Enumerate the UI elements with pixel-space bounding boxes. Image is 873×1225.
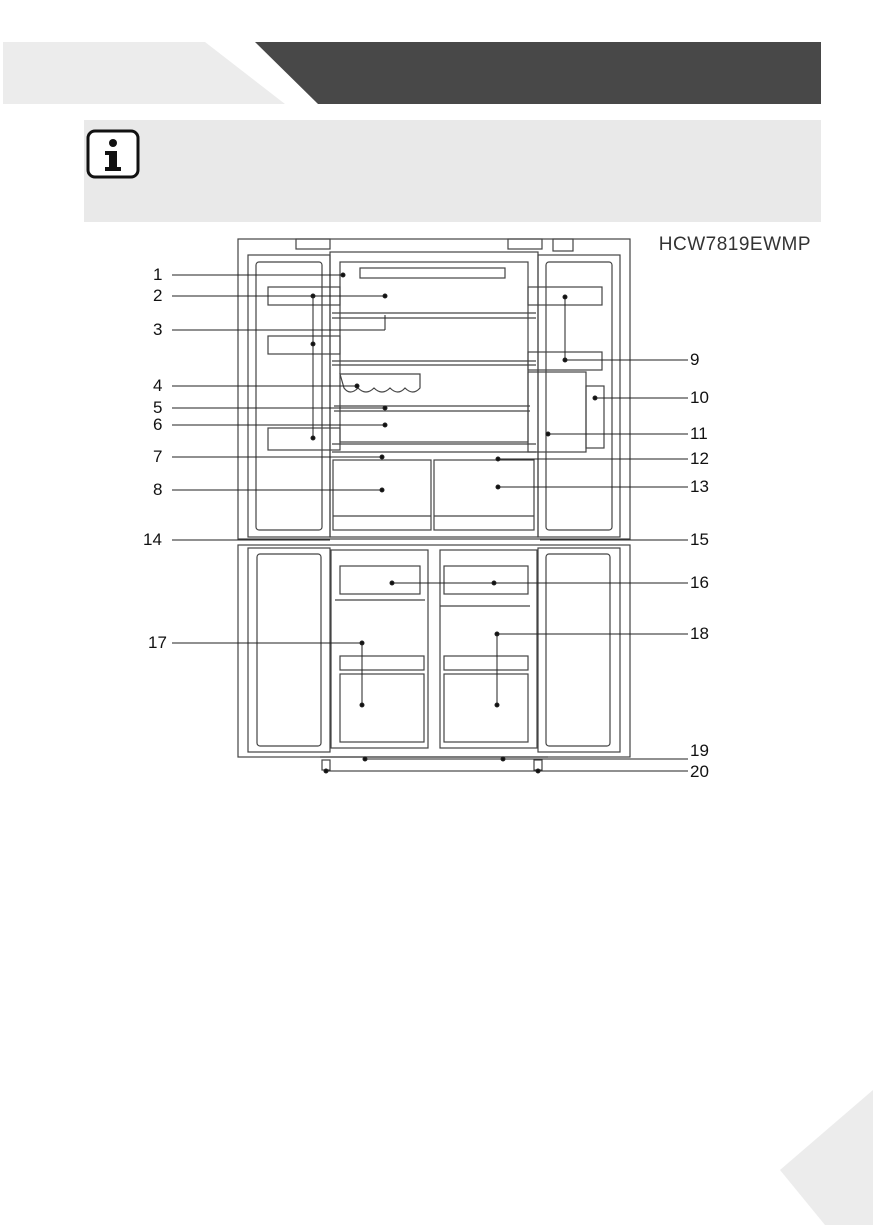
- callout-11: 11: [690, 424, 708, 443]
- callout-2: 2: [153, 286, 163, 305]
- callout-1: 1: [153, 265, 163, 284]
- info-icon: [88, 131, 138, 177]
- callout-20: 20: [690, 762, 709, 781]
- callout-8: 8: [153, 480, 163, 499]
- callout-6: 6: [153, 415, 163, 434]
- callout-17: 17: [148, 633, 167, 652]
- callout-14: 14: [143, 530, 162, 549]
- callout-15: 15: [690, 530, 709, 549]
- callout-5: 5: [153, 398, 163, 417]
- callout-18: 18: [690, 624, 709, 643]
- info-bar: [84, 120, 821, 222]
- callout-16: 16: [690, 573, 709, 592]
- callout-19: 19: [690, 741, 709, 760]
- page-corner: [780, 1090, 873, 1225]
- model-label: HCW7819EWMP: [658, 234, 811, 255]
- callout-13: 13: [690, 477, 709, 496]
- callout-4: 4: [153, 376, 163, 395]
- callout-9: 9: [690, 350, 700, 369]
- callout-3: 3: [153, 320, 163, 339]
- callout-7: 7: [153, 447, 163, 466]
- header-banner: [0, 0, 873, 230]
- header-left-tab: [3, 42, 285, 104]
- header-right-tab: [255, 42, 821, 104]
- callout-10: 10: [690, 388, 709, 407]
- callout-12: 12: [690, 449, 709, 468]
